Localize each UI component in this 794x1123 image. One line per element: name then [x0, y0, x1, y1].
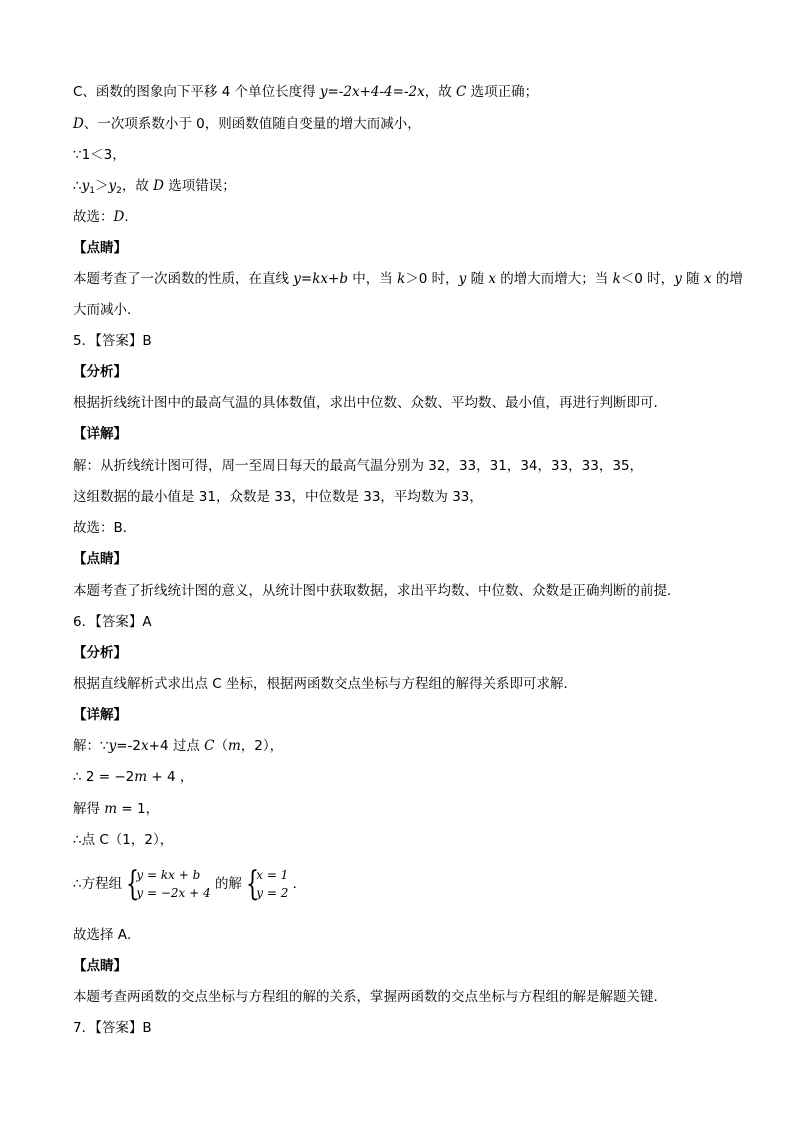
- text: ．: [292, 876, 307, 892]
- text: ∴方程组: [73, 876, 123, 892]
- text-line: 本题考查了折线统计图的意义，从统计图中获取数据，求出平均数、中位数、众数是正确判断的前提．: [73, 583, 681, 599]
- section-heading: 【点睛】: [73, 551, 127, 567]
- text-line: [73, 207, 734, 227]
- text: ∵1＜3，: [73, 147, 126, 163]
- math: x: [141, 738, 149, 754]
- text: 的增大而增大；当: [496, 271, 613, 287]
- text: 故选：: [73, 209, 114, 225]
- text: = 1，: [117, 801, 160, 817]
- text: 本题考查了一次函数的性质，在直线: [73, 271, 294, 287]
- equation: y = 2: [256, 886, 289, 900]
- math: y: [108, 738, 117, 754]
- text-line: [73, 736, 734, 756]
- equation: x = 1: [256, 868, 289, 882]
- text: ∴: [73, 178, 82, 194]
- equation: y = kx + b: [136, 868, 201, 882]
- solution-system: [246, 866, 288, 902]
- section-heading: 【详解】: [73, 707, 127, 723]
- text-line: 故选：B．: [73, 520, 137, 536]
- text: ，故: [121, 178, 154, 194]
- equation: y = −2x + 4: [136, 886, 211, 900]
- text: （: [214, 738, 228, 754]
- text: 的增: [711, 271, 743, 287]
- answer-heading: 7．【答案】B: [73, 1020, 152, 1036]
- math: C: [204, 738, 215, 754]
- section-heading: 【详解】: [73, 426, 127, 442]
- text: +4 过点: [148, 738, 205, 754]
- math: D: [153, 178, 164, 194]
- text: 解得: [73, 801, 105, 817]
- math: y: [81, 178, 90, 194]
- text: 的解: [214, 876, 242, 892]
- text: 随: [681, 271, 704, 287]
- brace-icon: {: [126, 864, 140, 904]
- text-line: 这组数据的最小值是 31，众数是 33，中位数是 33，平均数为 33，: [73, 489, 483, 505]
- math: C: [456, 84, 467, 100]
- section-heading: 【点睛】: [73, 958, 127, 974]
- math: y: [458, 271, 467, 287]
- subscript: 2: [116, 186, 122, 196]
- text: ，故: [424, 84, 457, 100]
- text-line: [73, 799, 734, 819]
- math: D: [73, 116, 84, 132]
- math: y=-2x+4-4=-2x: [319, 84, 425, 100]
- text-line: 根据折线统计图中的最高气温的具体数值，求出中位数、众数、平均数、最小值，再进行判断即可．: [73, 395, 667, 411]
- math: m: [134, 769, 148, 785]
- math: k: [612, 271, 621, 287]
- math: m: [227, 738, 241, 754]
- text-line: 故选择 A．: [73, 927, 141, 943]
- text: 选项正确；: [466, 84, 539, 100]
- brace-icon: {: [246, 864, 260, 904]
- text: + 4 ，: [147, 769, 194, 785]
- text: ∴ 2 = −2: [73, 769, 135, 785]
- text-line: ∴点 C（1，2），: [73, 832, 174, 848]
- text-line: [73, 145, 734, 165]
- text: =-2: [116, 738, 142, 754]
- section-heading: 【分析】: [73, 645, 127, 661]
- text-line: [73, 82, 734, 102]
- math: y=kx+b: [293, 271, 348, 287]
- math: m: [104, 801, 118, 817]
- text: ，2），: [240, 738, 284, 754]
- text-line: [73, 176, 734, 201]
- equation-system-line: [73, 864, 734, 908]
- answer-heading: 6．【答案】A: [73, 614, 152, 630]
- text: C、函数的图象向下平移 4 个单位长度得: [73, 84, 320, 100]
- answer-heading: 5．【答案】B: [73, 333, 152, 349]
- section-heading: 【点睛】: [73, 240, 127, 256]
- text: 中，当: [347, 271, 398, 287]
- text-line: [73, 114, 734, 134]
- section-heading: 【分析】: [73, 364, 127, 380]
- text-line: [73, 269, 743, 289]
- text-line: 本题考查两函数的交点坐标与方程组的解的关系，掌握两函数的交点坐标与方程组的解是解题关键．: [73, 989, 667, 1005]
- text-line: 大而减小．: [73, 302, 141, 318]
- text: 随: [466, 271, 489, 287]
- text-line: 根据直线解析式求出点 C 坐标，根据两函数交点坐标与方程组的解得关系即可求解．: [73, 676, 578, 692]
- text: 解：∵: [73, 738, 109, 754]
- math: k: [397, 271, 406, 287]
- math: x: [488, 271, 497, 287]
- text: 选项错误；: [163, 178, 236, 194]
- text: ＞: [94, 178, 109, 194]
- subscript: 1: [89, 186, 95, 196]
- math: y: [674, 271, 682, 287]
- equation-system: [126, 866, 210, 902]
- text: .: [124, 209, 129, 225]
- math: y: [108, 178, 117, 194]
- text-line: 解：从折线统计图可得，周一至周日每天的最高气温分别为 32，33，31，34，33，33，35，: [73, 458, 644, 474]
- math: D: [113, 209, 125, 225]
- text: ＜0 时，: [620, 271, 675, 287]
- text: ＞0 时，: [405, 271, 459, 287]
- text-line: [73, 767, 734, 787]
- math: x: [703, 271, 712, 287]
- text: 、一次项系数小于 0，则函数值随自变量的增大而减小，: [83, 116, 421, 132]
